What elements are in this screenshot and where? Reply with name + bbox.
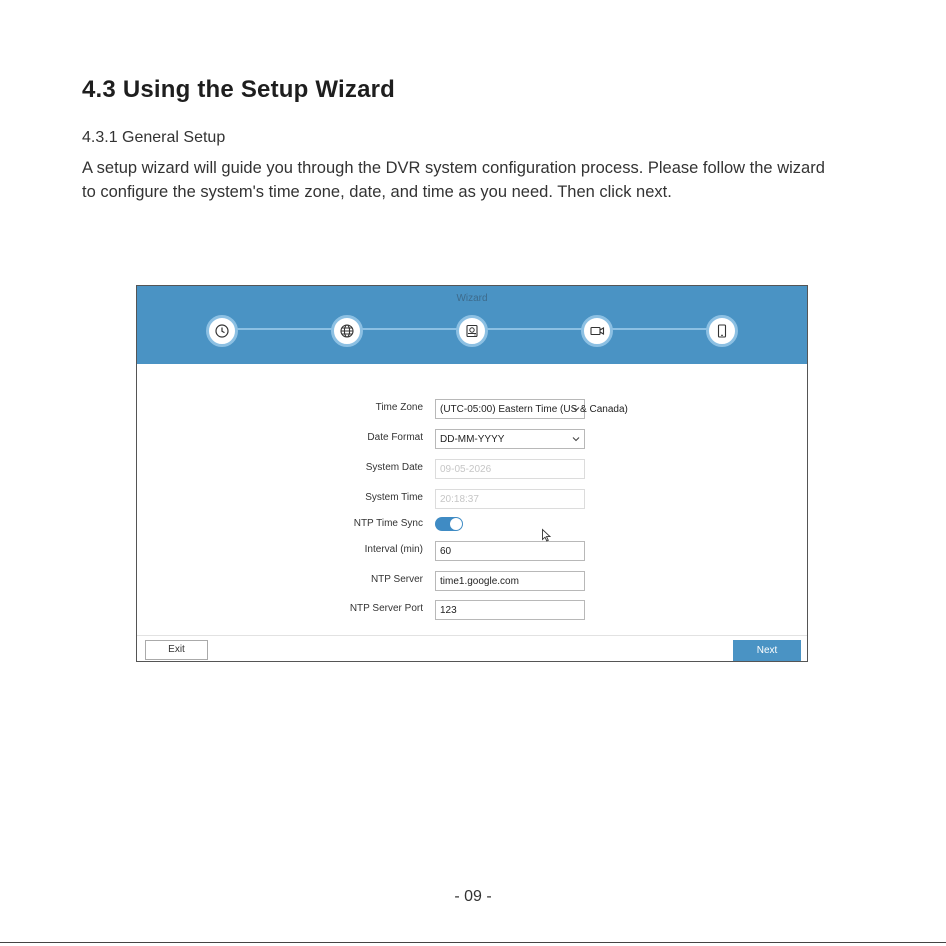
system-date-field: 09-05-2026 <box>435 459 585 479</box>
page-bottom-rule <box>0 942 946 943</box>
date-format-select[interactable]: DD-MM-YYYY <box>435 429 585 449</box>
chevron-down-icon <box>571 434 581 444</box>
camera-icon <box>589 323 605 339</box>
time-zone-label: Time Zone <box>375 402 423 413</box>
interval-label: Interval (min) <box>364 544 423 555</box>
step-storage[interactable] <box>456 315 488 347</box>
time-zone-row <box>137 399 807 419</box>
ntp-sync-toggle[interactable] <box>435 517 463 531</box>
ntp-port-row <box>137 600 807 620</box>
intro-paragraph: A setup wizard will guide you through the DVR system configuration process. Please follow the wizard to configure the system's time zone, date, and time as you need. Then click next. <box>82 159 825 201</box>
ntp-server-label: NTP Server <box>370 574 423 585</box>
section-heading: 4.3 Using the Setup Wizard <box>82 76 396 103</box>
ntp-server-row <box>137 571 807 591</box>
interval-input[interactable]: 60 <box>435 541 585 561</box>
next-button[interactable]: Next <box>733 640 801 661</box>
system-time-row <box>137 489 807 509</box>
toggle-knob <box>450 518 462 530</box>
ntp-sync-row <box>137 517 807 537</box>
wizard-title: Wizard <box>456 293 488 304</box>
mobile-icon <box>714 323 730 339</box>
system-time-label: System Time <box>365 492 423 503</box>
exit-button[interactable]: Exit <box>145 640 208 660</box>
system-time-field: 20:18:37 <box>435 489 585 509</box>
time-zone-select[interactable]: (UTC-05:00) Eastern Time (US & Canada) <box>435 399 585 419</box>
step-mobile[interactable] <box>706 315 738 347</box>
system-date-label: System Date <box>365 462 423 473</box>
clock-icon <box>214 323 230 339</box>
interval-row <box>137 541 807 561</box>
setup-wizard-window <box>136 285 808 662</box>
step-camera[interactable] <box>581 315 613 347</box>
subsection-heading: 4.3.1 General Setup <box>82 129 226 146</box>
step-network[interactable] <box>331 315 363 347</box>
ntp-port-input[interactable]: 123 <box>435 600 585 620</box>
page-number: - 09 - <box>454 888 492 905</box>
footer-divider <box>137 635 807 636</box>
step-time[interactable] <box>206 315 238 347</box>
date-format-label: Date Format <box>367 432 423 443</box>
ntp-server-input[interactable]: time1.google.com <box>435 571 585 591</box>
date-format-row <box>137 429 807 449</box>
chevron-down-icon <box>571 404 581 414</box>
ntp-port-label: NTP Server Port <box>349 603 423 614</box>
globe-icon <box>339 323 355 339</box>
system-date-row <box>137 459 807 479</box>
wizard-banner <box>137 286 807 364</box>
ntp-sync-label: NTP Time Sync <box>353 518 423 529</box>
hard-drive-icon <box>464 323 480 339</box>
mouse-cursor-icon <box>542 529 551 542</box>
